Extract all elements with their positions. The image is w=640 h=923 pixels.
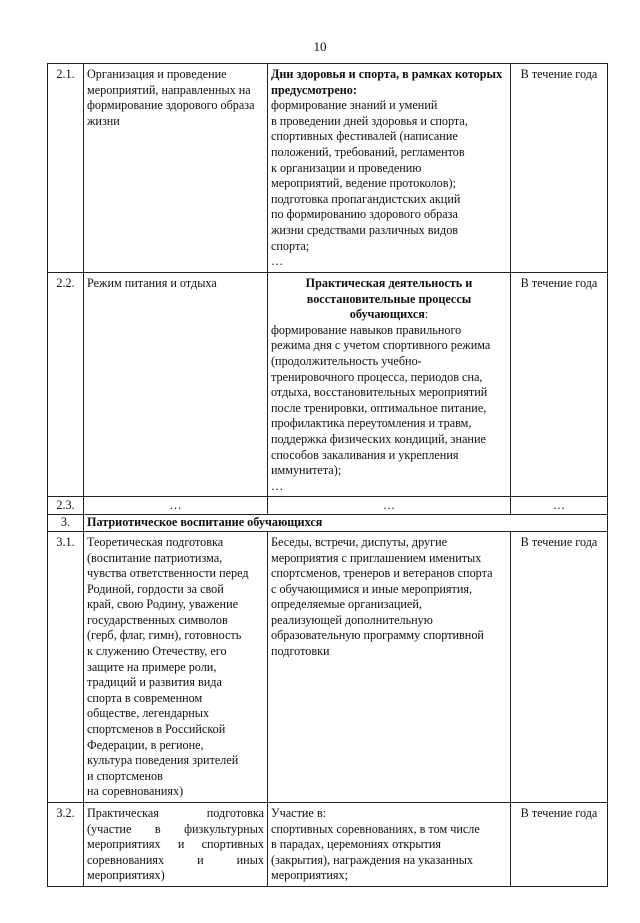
content-line: положений, требований, регламентов bbox=[271, 144, 465, 159]
title-line: (герб, флаг, гимн), готовность bbox=[87, 628, 242, 643]
plan-table bbox=[47, 63, 608, 887]
row-title bbox=[84, 64, 268, 273]
content-line: мероприятиях; bbox=[271, 868, 348, 883]
content-line: реализующей дополнительную bbox=[271, 612, 433, 627]
title-line: (воспитание патриотизма, bbox=[87, 550, 223, 565]
content-line: отдыха, восстановительных мероприятий bbox=[271, 385, 488, 400]
row-content bbox=[268, 273, 511, 497]
content-line: иммунитета); bbox=[271, 463, 342, 478]
table-row bbox=[48, 803, 608, 887]
content-line: мероприятий, ведение протоколов); bbox=[271, 176, 456, 191]
content-ellipsis: … bbox=[271, 478, 284, 493]
page-number: 10 bbox=[313, 39, 327, 54]
row-number: 2.2. bbox=[48, 273, 84, 497]
section-title: Патриотическое воспитание обучающихся bbox=[84, 515, 608, 532]
section-number: 3. bbox=[48, 515, 84, 532]
content-line: в парадах, церемониях открытия bbox=[271, 837, 441, 852]
row-period: В течение года bbox=[511, 64, 608, 273]
content-line: мероприятия с приглашением именитых bbox=[271, 550, 482, 565]
title-line: обществе, легендарных bbox=[87, 706, 210, 721]
content-line: спорта; bbox=[271, 238, 310, 253]
row-title bbox=[84, 531, 268, 802]
row-content bbox=[268, 803, 511, 887]
row-title-text: Практическая подготовка (участие в физкультурных мероприятиях и спортивных соревнованиях и иных мероприятиях) bbox=[87, 806, 264, 883]
row-period: В течение года bbox=[511, 531, 608, 802]
row-title bbox=[84, 273, 268, 497]
content-heading-suffix: : bbox=[424, 307, 429, 322]
title-line: и спортсменов bbox=[87, 768, 163, 783]
content-heading: Дни здоровья и спорта, в рамках которых предусмотрено: bbox=[271, 67, 503, 97]
content-line: Участие в: bbox=[271, 806, 327, 820]
content-line: способов закаливания и укрепления bbox=[271, 447, 459, 462]
row-period: … bbox=[511, 497, 608, 515]
title-line: на соревнованиях) bbox=[87, 784, 184, 799]
title-line: Родиной, гордости за свой bbox=[87, 581, 224, 596]
content-line: Беседы, встречи, диспуты, другие bbox=[271, 534, 448, 549]
content-line: профилактика переутомления и травм, bbox=[271, 416, 472, 431]
content-line: режима дня с учетом спортивного режима bbox=[271, 338, 491, 353]
content-line: спортсменов, тренеров и ветеранов спорта bbox=[271, 566, 493, 581]
row-title-text: Организация и проведение мероприятий, направленных на формирование здорового образа жизни bbox=[87, 67, 255, 128]
row-content bbox=[268, 531, 511, 802]
row-content: … bbox=[268, 497, 511, 515]
row-title-text: Режим питания и отдыха bbox=[87, 276, 217, 290]
row-title: … bbox=[84, 497, 268, 515]
content-line: спортивных фестивалей (написание bbox=[271, 129, 458, 144]
title-line: Федерации, в регионе, bbox=[87, 737, 204, 752]
content-line: в проведении дней здоровья и спорта, bbox=[271, 113, 468, 128]
row-number: 3.1. bbox=[48, 531, 84, 802]
title-line: защите на примере роли, bbox=[87, 659, 217, 674]
row-number: 2.1. bbox=[48, 64, 84, 273]
content-line: жизни средствами различных видов bbox=[271, 222, 459, 237]
content-line: с обучающимися и иные мероприятия, bbox=[271, 581, 473, 596]
title-line: спортсменов в Российской bbox=[87, 722, 226, 737]
content-line: по формированию здорового образа bbox=[271, 207, 458, 222]
row-content bbox=[268, 64, 511, 273]
title-line: чувства ответственности перед bbox=[87, 566, 249, 581]
table-row bbox=[48, 273, 608, 497]
content-line: (продолжительность учебно- bbox=[271, 353, 422, 368]
content-line: спортивных соревнованиях, в том числе bbox=[271, 821, 480, 836]
content-line: определяемые организацией, bbox=[271, 597, 422, 612]
title-line: традиций и развития вида bbox=[87, 675, 222, 690]
content-line: поддержка физических кондиций, знание bbox=[271, 431, 486, 446]
title-line: к служению Отечеству, его bbox=[87, 644, 227, 659]
content-line: подготовка пропагандистских акций bbox=[271, 191, 461, 206]
content-line: формирование знаний и умений bbox=[271, 98, 438, 113]
content-line: тренировочного процесса, периодов сна, bbox=[271, 369, 483, 384]
row-period: В течение года bbox=[511, 273, 608, 497]
row-number: 2.3. bbox=[48, 497, 84, 515]
content-line: образовательную программу спортивной bbox=[271, 628, 484, 643]
table-row bbox=[48, 64, 608, 273]
title-line: спорта в современном bbox=[87, 690, 203, 705]
content-line: формирование навыков правильного bbox=[271, 322, 462, 337]
content-line: подготовки bbox=[271, 644, 330, 659]
title-line: Теоретическая подготовка bbox=[87, 534, 224, 549]
content-line: (закрытия), награждения на указанных bbox=[271, 852, 474, 867]
content-heading: Практическая деятельность и восстановительные процессы обучающихся bbox=[305, 276, 473, 322]
row-period: В течение года bbox=[511, 803, 608, 887]
row-number: 3.2. bbox=[48, 803, 84, 887]
content-line: к организации и проведению bbox=[271, 160, 422, 175]
content-ellipsis: … bbox=[271, 254, 284, 269]
table-row bbox=[48, 531, 608, 802]
content-line: после тренировки, оптимальное питание, bbox=[271, 400, 487, 415]
section-row bbox=[48, 515, 608, 532]
title-line: культура поведения зрителей bbox=[87, 753, 239, 768]
title-line: государственных символов bbox=[87, 612, 228, 627]
table-row bbox=[48, 497, 608, 515]
title-line: край, свою Родину, уважение bbox=[87, 597, 239, 612]
row-title bbox=[84, 803, 268, 887]
